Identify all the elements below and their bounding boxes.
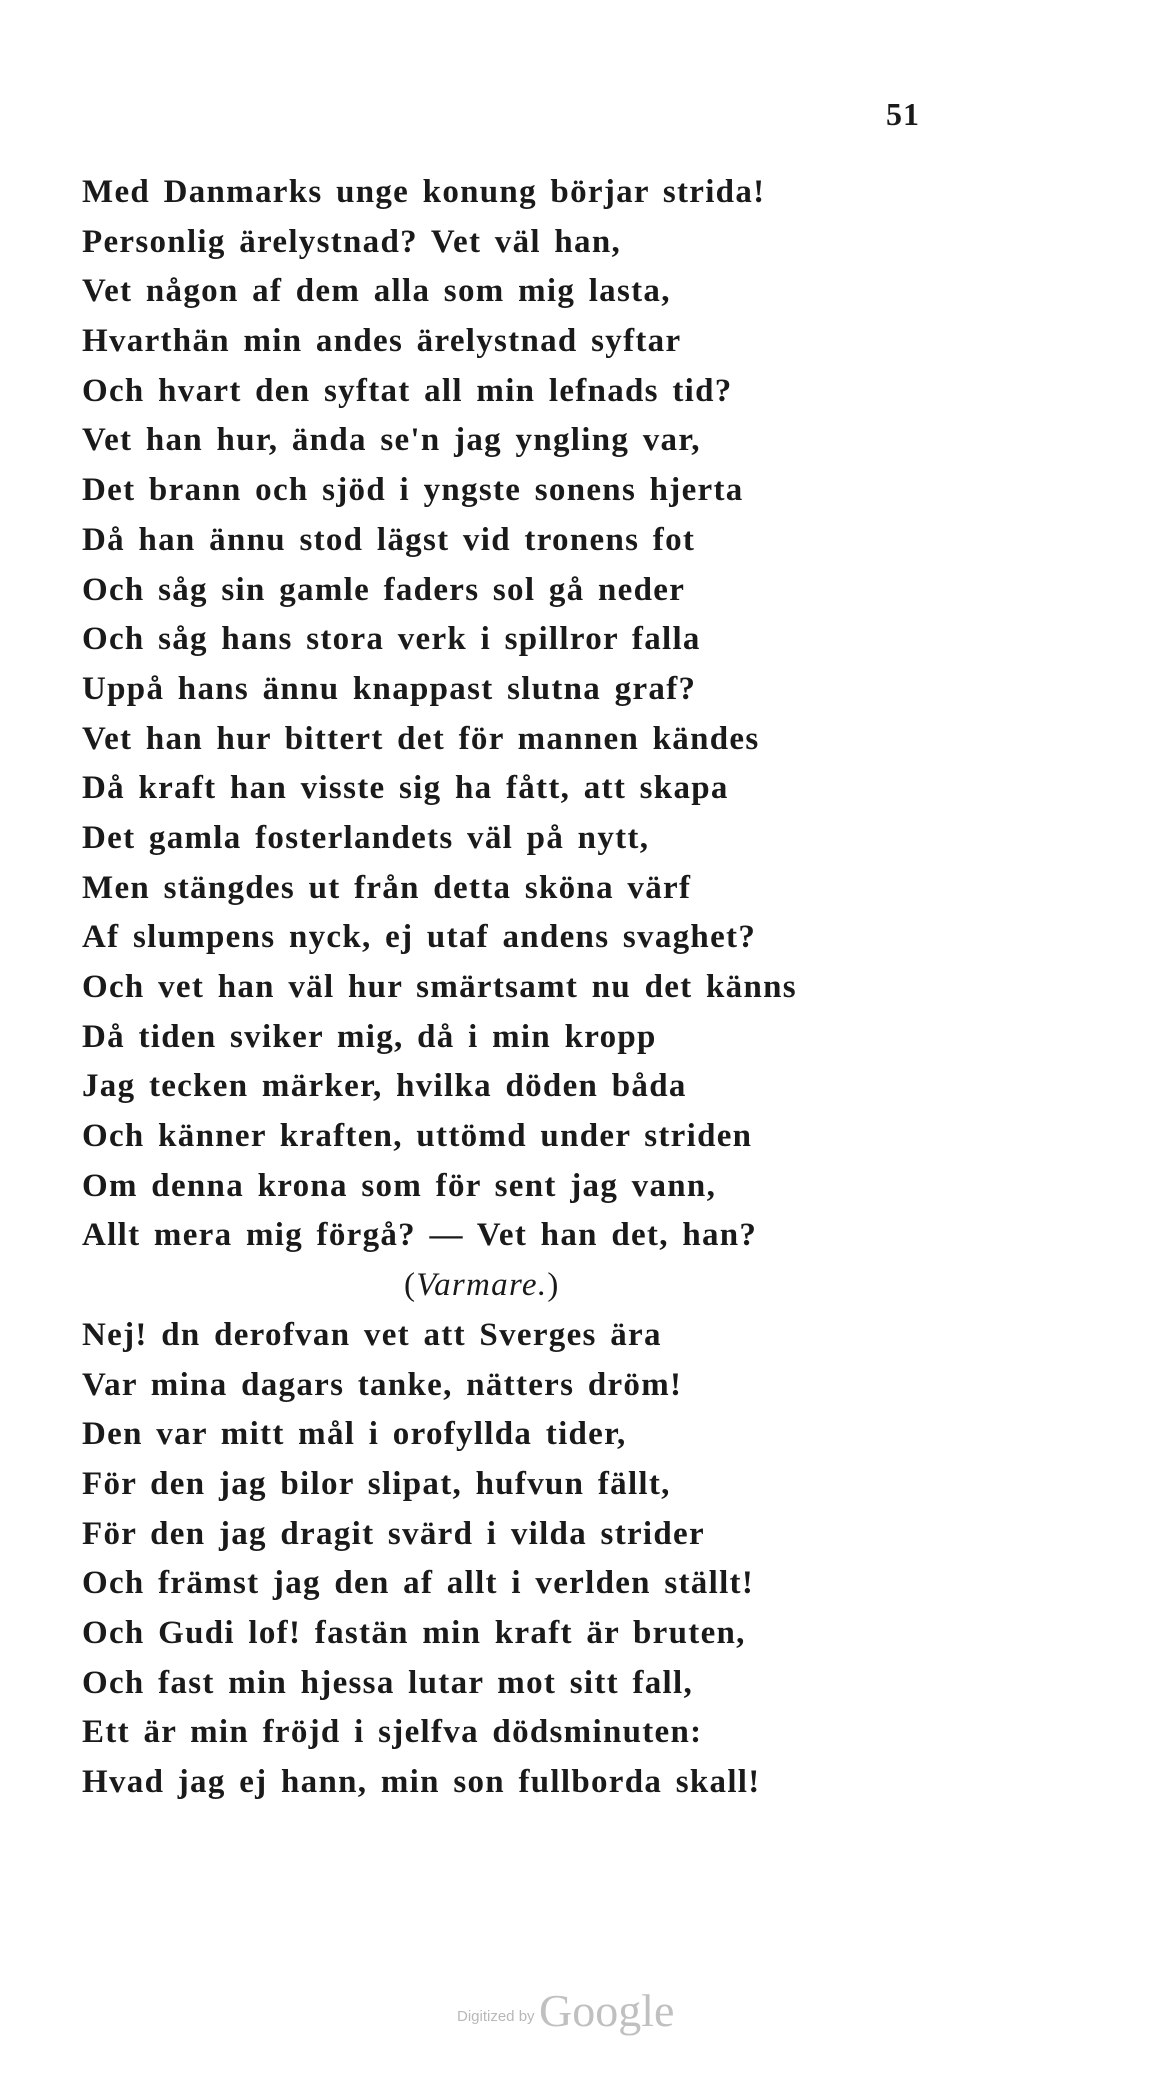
poem-line: För den jag bilor slipat, hufvun fällt, xyxy=(82,1465,671,1502)
poem-line: Och känner kraften, uttömd under striden xyxy=(82,1118,753,1155)
poem-line: Men stängdes ut från detta sköna värf xyxy=(82,869,692,906)
google-logo: Google xyxy=(539,1985,675,2036)
poem-line: Och vet han väl hur smärtsamt nu det känns xyxy=(82,969,797,1005)
poem-text xyxy=(82,168,1082,1808)
poem-line: Jag tecken märker, hvilka döden båda xyxy=(82,1068,687,1105)
poem-line: Och såg hans stora verk i spillror falla xyxy=(82,621,701,658)
poem-line: Då han ännu stod lägst vid tronens fot xyxy=(82,521,696,558)
poem-line: Hvarthän min andes ärelystnad syftar xyxy=(82,323,682,360)
stage-direction xyxy=(82,1261,1082,1311)
poem-line: Vet han hur bittert det för mannen kändes xyxy=(82,720,760,757)
poem-line: Nej! dn derofvan vet att Sverges ära xyxy=(82,1316,662,1353)
poem-line: Och Gudi lof! fastän min kraft är bruten, xyxy=(82,1614,746,1651)
stage-direction-open: ( xyxy=(404,1267,417,1304)
poem-line: Ett är min fröjd i sjelfva dödsminuten: xyxy=(82,1714,703,1751)
digitized-watermark xyxy=(457,1984,674,2037)
poem-line: Vet han hur, ända se'n jag yngling var, xyxy=(82,422,701,459)
poem-line: Var mina dagars tanke, nätters dröm! xyxy=(82,1366,683,1403)
poem-line: Hvad jag ej hann, min son fullborda skall! xyxy=(82,1764,761,1800)
digitized-by-label: Digitized by xyxy=(457,2008,535,2025)
poem-line: Allt mera mig förgå? — Vet han det, han? xyxy=(82,1217,758,1254)
poem-line: Och hvart den syftat all min lefnads tid? xyxy=(82,372,733,409)
poem-line: Och fast min hjessa lutar mot sitt fall, xyxy=(82,1664,694,1701)
poem-line: Uppå hans ännu knappast slutna graf? xyxy=(82,670,697,707)
poem-line: Och främst jag den af allt i verlden ställt! xyxy=(82,1565,755,1602)
page-number: 51 xyxy=(886,96,920,132)
poem-line: Af slumpens nyck, ej utaf andens svaghet? xyxy=(82,919,757,956)
stage-direction-text: Varmare. xyxy=(416,1267,548,1304)
poem-line: Om denna krona som för sent jag vann, xyxy=(82,1167,717,1204)
stage-direction-close: ) xyxy=(547,1267,560,1304)
poem-line: Vet någon af dem alla som mig lasta, xyxy=(82,273,671,310)
poem-line: Då kraft han visste sig ha fått, att skapa xyxy=(82,770,729,807)
poem-line: Då tiden sviker mig, då i min kropp xyxy=(82,1018,657,1055)
poem-line: Med Danmarks unge konung börjar strida! xyxy=(82,174,766,210)
poem-line: Den var mitt mål i orofyllda tider, xyxy=(82,1416,627,1453)
poem-line: Och såg sin gamle faders sol gå neder xyxy=(82,571,686,608)
poem-line: Det gamla fosterlandets väl på nytt, xyxy=(82,819,650,856)
poem-line: Personlig ärelystnad? Vet väl han, xyxy=(82,223,622,260)
poem-line: Det brann och sjöd i yngste sonens hjerta xyxy=(82,472,744,509)
poem-line: För den jag dragit svärd i vilda strider xyxy=(82,1515,705,1552)
